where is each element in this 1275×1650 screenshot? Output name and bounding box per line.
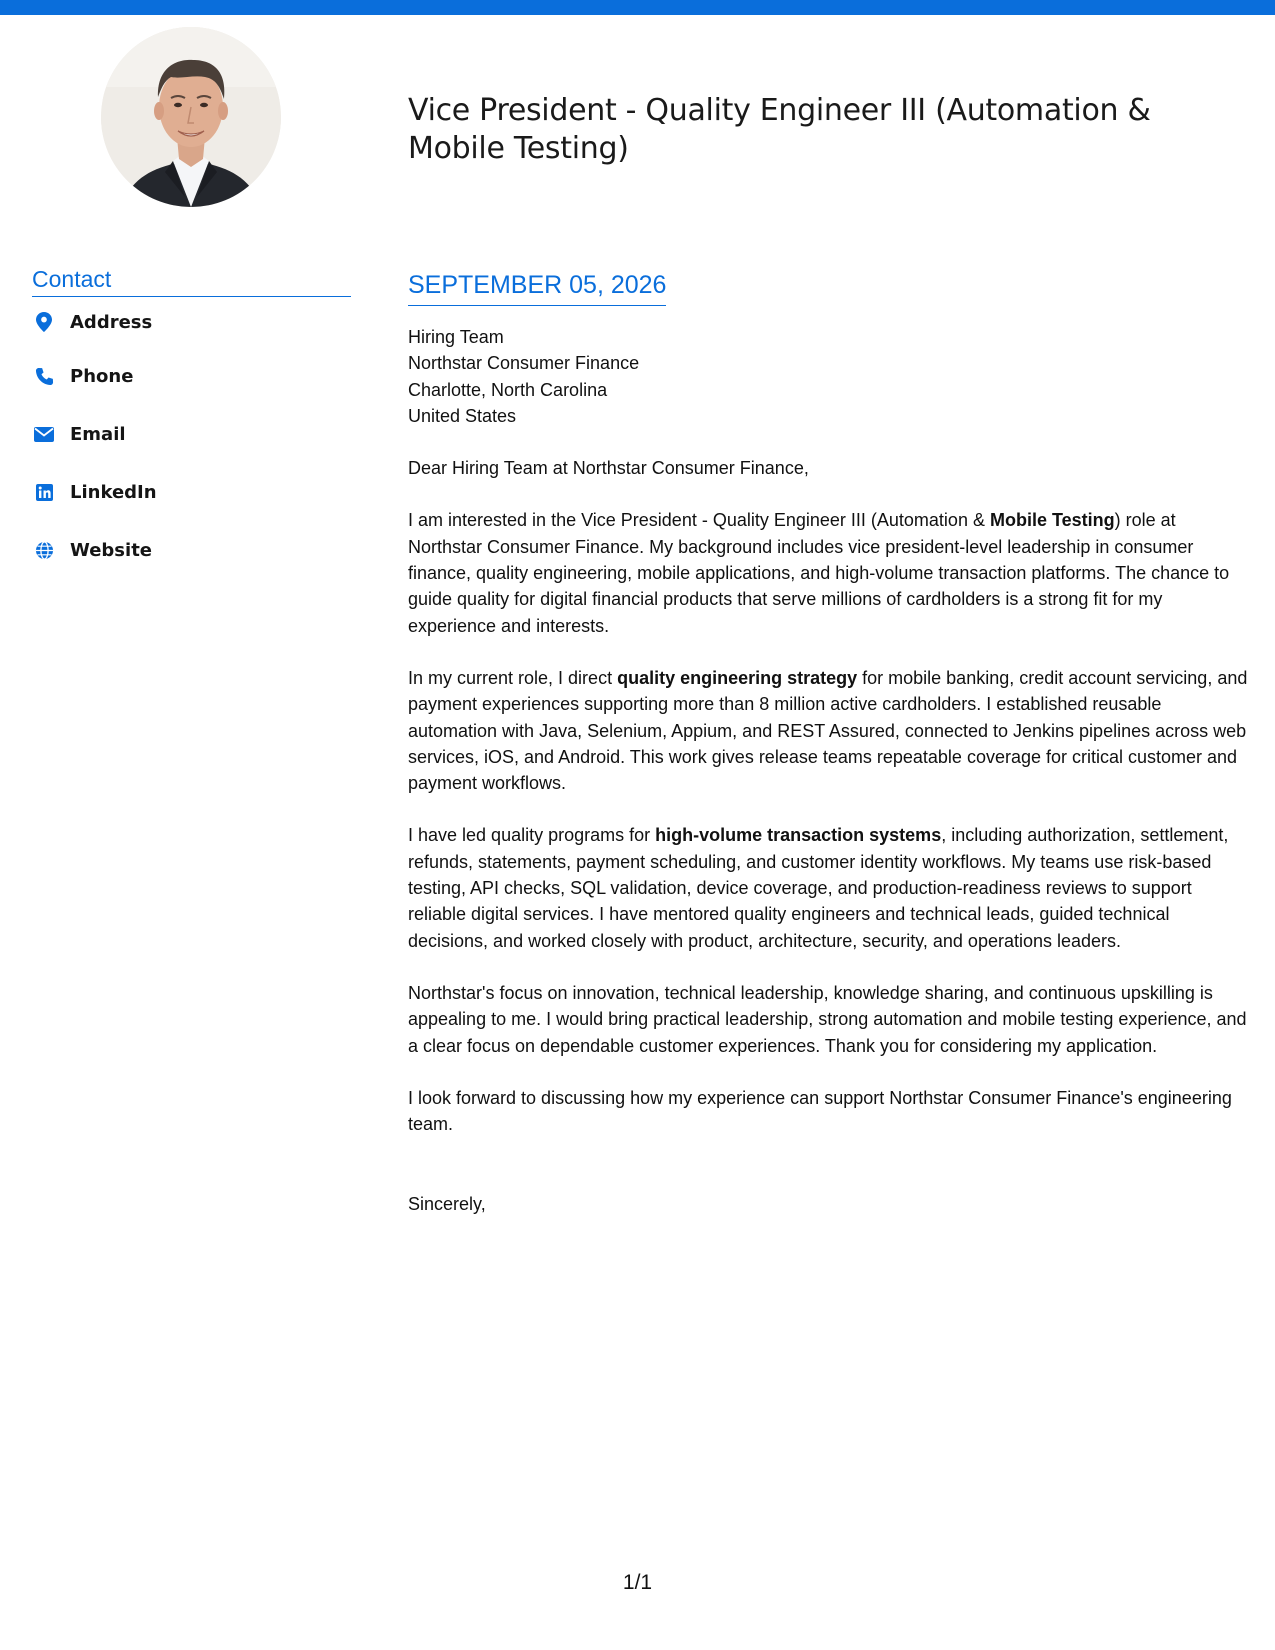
contact-item-linkedin[interactable] xyxy=(32,463,351,521)
contact-heading: Contact xyxy=(32,265,351,297)
contact-item-phone[interactable] xyxy=(32,347,351,405)
paragraph-company-fit: Northstar's focus on innovation, technical leadership, knowledge sharing, and continuous upskilling is appealing to me. I would bring practical leadership, strong automation and mobile testing experience, and a clear focus on dependable customer experiences. Thank you for considering my application. xyxy=(408,982,1247,1056)
envelope-icon xyxy=(33,423,55,445)
cover-letter-body xyxy=(408,268,1250,1218)
globe-icon xyxy=(33,539,55,561)
recipient-line: Charlotte, North Carolina xyxy=(408,379,608,400)
paragraph-intro xyxy=(408,507,1250,638)
contact-item-email[interactable] xyxy=(32,405,351,463)
text-run: In my current role, I direct xyxy=(408,667,618,688)
page-title: Vice President - Quality Engineer III (Automation & Mobile Testing) xyxy=(408,93,1151,166)
contact-label-address: Address xyxy=(70,311,153,333)
text-emphasis: Mobile Testing xyxy=(989,510,1115,531)
recipient-address xyxy=(408,324,1250,429)
phone-icon xyxy=(33,365,55,387)
text-run: , including authorization, settlement, refunds, statements, payment scheduling, and customer identity workflows. My teams use risk-based testing, API checks, SQL validation, device coverage, and production-readiness reviews to support reliable digital services. I have mentored quality engineers and technical leads, guided technical decisions, and worked closely with product, architecture, security, and operations leaders. xyxy=(408,825,1229,951)
profile-portrait-image xyxy=(101,27,281,207)
contact-label-linkedin: LinkedIn xyxy=(70,481,157,503)
recipient-line: Northstar Consumer Finance xyxy=(408,353,640,374)
profile-photo xyxy=(101,27,281,207)
text-run: for mobile banking, credit account servicing, and payment experiences supporting more than 8 million active cardholders. I established reusable automation with Java, Selenium, Appium, and REST Assured, connected to Jenkins pipelines across web services, iOS, and Android. This work gives release teams repeatable coverage for critical customer and payment workflows. xyxy=(408,667,1248,794)
contact-list xyxy=(32,297,351,579)
recipient-line: Hiring Team xyxy=(408,327,504,347)
linkedin-icon xyxy=(33,481,55,503)
salutation: Dear Hiring Team at Northstar Consumer Finance, xyxy=(408,458,809,479)
recipient-line: United States xyxy=(408,405,517,426)
text-emphasis: quality engineering strategy xyxy=(617,667,858,688)
contact-sidebar xyxy=(32,265,351,579)
letter-date: SEPTEMBER 05, 2026 xyxy=(408,271,667,299)
contact-item-website[interactable] xyxy=(32,521,351,579)
contact-label-phone: Phone xyxy=(70,365,134,387)
accent-top-bar xyxy=(0,0,1275,15)
sign-off: Sincerely, xyxy=(408,1194,486,1215)
contact-item-address[interactable] xyxy=(32,297,351,347)
text-emphasis: high-volume transaction systems xyxy=(655,825,942,846)
paragraph-closing-remark: I look forward to discussing how my experience can support Northstar Consumer Finance's engineering team. xyxy=(408,1087,1232,1135)
text-run: ) role at Northstar Consumer Finance. My background includes vice president-level leadership in consumer finance, quality engineering, mobile applications, and high-volume transaction platforms. The chance to guide quality for digital financial products that serve millions of cardholders is a strong fit for my experience and interests. xyxy=(408,510,1230,636)
text-run: I am interested in the Vice President - Quality Engineer III (Automation & xyxy=(408,510,990,531)
paragraph-current-role xyxy=(408,665,1250,796)
contact-label-email: Email xyxy=(70,423,126,445)
map-pin-icon xyxy=(33,311,55,333)
contact-label-website: Website xyxy=(70,539,153,561)
text-run: I have led quality programs for xyxy=(408,825,656,846)
paragraph-programs xyxy=(408,822,1250,953)
date-block xyxy=(408,268,666,306)
page-number: 1/1 xyxy=(622,1571,653,1594)
